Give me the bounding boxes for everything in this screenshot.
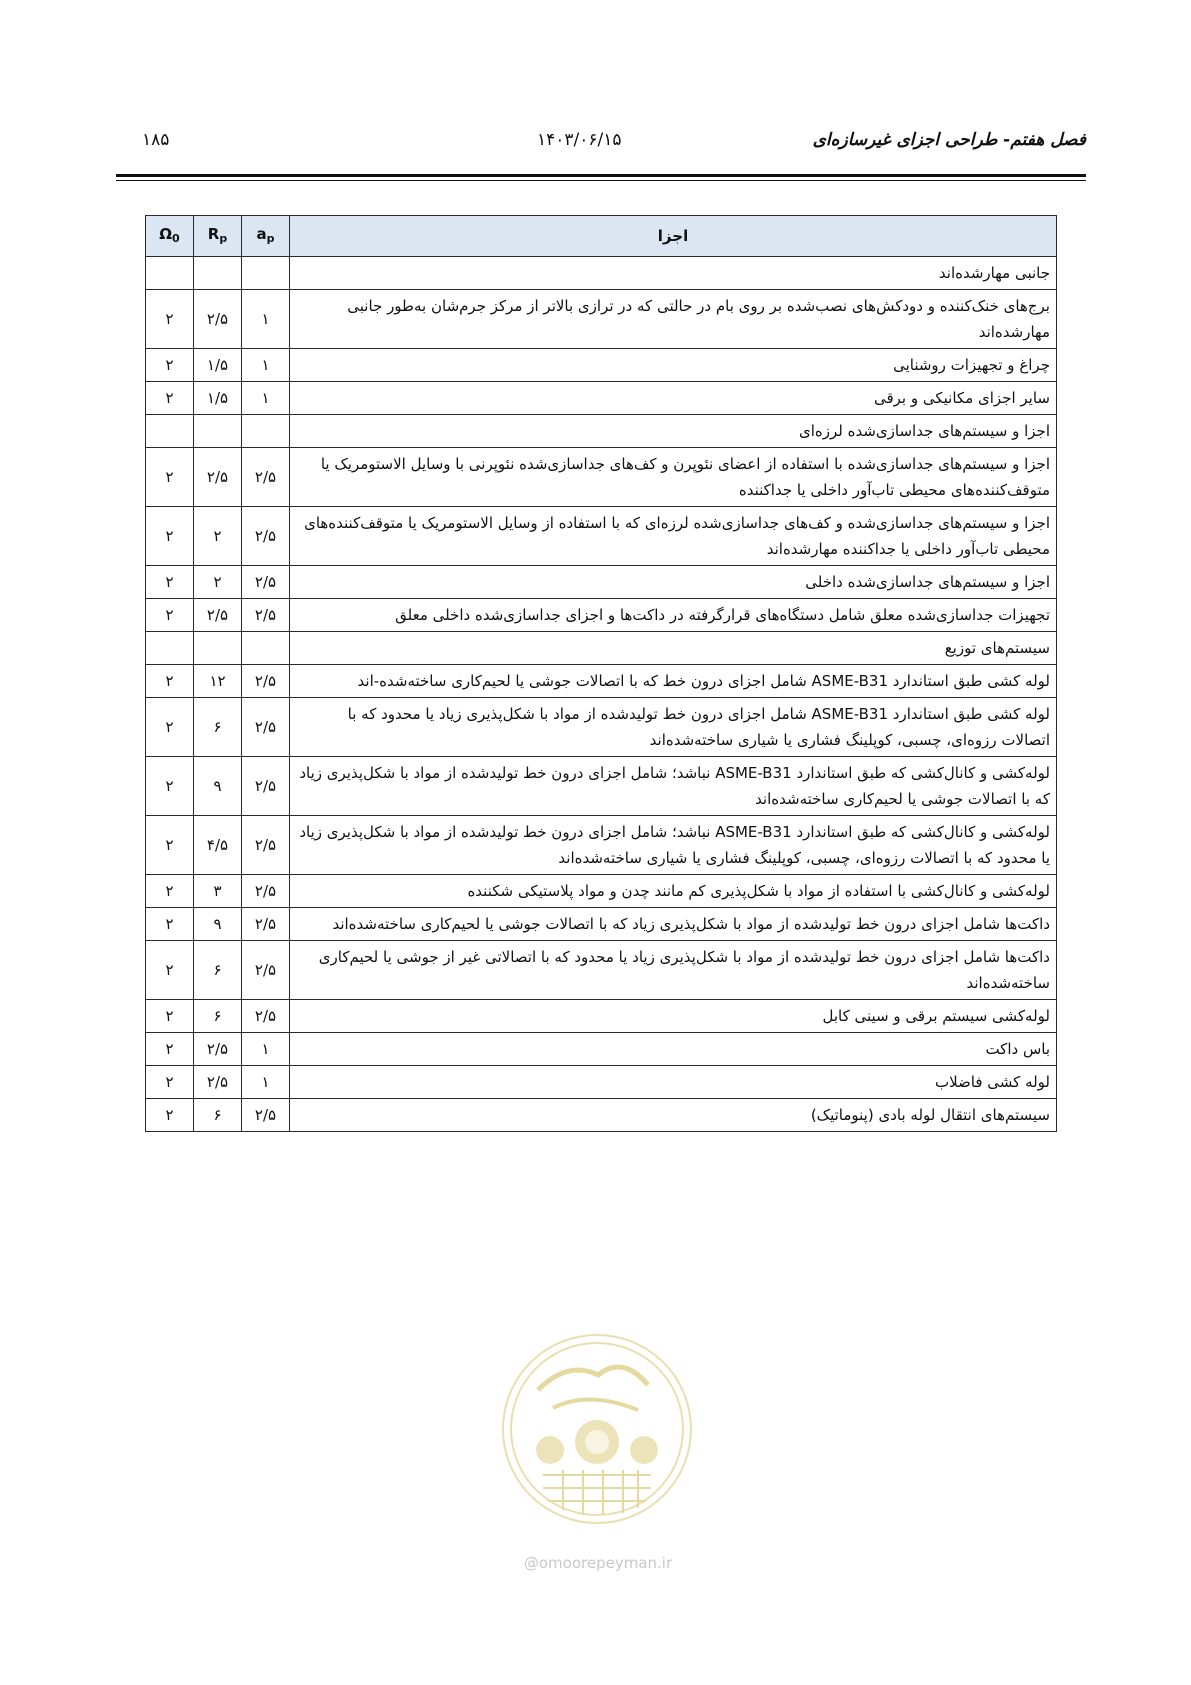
ap-cell: ۲/۵ bbox=[242, 1099, 290, 1132]
ap-cell: ۲/۵ bbox=[242, 448, 290, 507]
column-header-omega bbox=[146, 216, 194, 257]
ap-cell: ۲/۵ bbox=[242, 816, 290, 875]
table-row bbox=[146, 1066, 1057, 1099]
ap-cell: ۲/۵ bbox=[242, 875, 290, 908]
table-row bbox=[146, 290, 1057, 349]
ap-cell: ۱ bbox=[242, 1033, 290, 1066]
component-description: داکت‌ها شامل اجزای درون خط تولیدشده از مواد با شکل‌پذیری زیاد یا محدود که با اتصالاتی غیر از جوشی یا لحیم‌کاری ساخته‌شده‌اند bbox=[290, 941, 1057, 1000]
component-description: لوله‌کشی و کانال‌کشی که طبق استاندارد ASME-B31 نباشد؛ شامل اجزای درون خط تولیدشده از مواد با شکل‌پذیری زیاد که با اتصالات جوشی یا لحیم‌کاری ساخته‌شده‌اند bbox=[290, 757, 1057, 816]
rp-cell: ۶ bbox=[194, 698, 242, 757]
rp-cell: ۲/۵ bbox=[194, 599, 242, 632]
watermark-logo bbox=[498, 1330, 696, 1528]
component-description: لوله کشی فاضلاب bbox=[290, 1066, 1057, 1099]
rp-symbol: R bbox=[207, 224, 220, 243]
document-date: ۱۴۰۳/۰۶/۱۵ bbox=[537, 130, 622, 150]
omega-cell: ۲ bbox=[146, 382, 194, 415]
omega-cell: ۲ bbox=[146, 448, 194, 507]
table-row bbox=[146, 599, 1057, 632]
ap-cell: ۲/۵ bbox=[242, 757, 290, 816]
component-description: سایر اجزای مکانیکی و برقی bbox=[290, 382, 1057, 415]
rp-cell bbox=[194, 257, 242, 290]
table-row bbox=[146, 941, 1057, 1000]
component-description: لوله کشی طبق استاندارد ASME-B31 شامل اجزای درون خط که با اتصالات جوشی یا لحیم‌کاری ساخته‌شده-اند bbox=[290, 665, 1057, 698]
rp-cell: ۱۲ bbox=[194, 665, 242, 698]
rp-cell: ۲ bbox=[194, 566, 242, 599]
rp-cell: ۳ bbox=[194, 875, 242, 908]
header-rule-thin bbox=[116, 180, 1086, 181]
rp-cell bbox=[194, 415, 242, 448]
table-row bbox=[146, 257, 1057, 290]
ap-cell: ۲/۵ bbox=[242, 908, 290, 941]
table-row bbox=[146, 757, 1057, 816]
omega-cell: ۲ bbox=[146, 1033, 194, 1066]
table-row bbox=[146, 875, 1057, 908]
omega-cell: ۲ bbox=[146, 566, 194, 599]
omega-cell: ۲ bbox=[146, 599, 194, 632]
component-description: اجزا و سیستم‌های جداسازی‌شده با استفاده از اعضای نئوپرن و کف‌های جداسازی‌شده نئوپرنی با وسایل الاستومریک یا متوقف‌کننده‌های محیطی تاب‌آور داخلی یا جداکننده bbox=[290, 448, 1057, 507]
header-rule-thick bbox=[116, 174, 1086, 177]
component-description: چراغ و تجهیزات روشنایی bbox=[290, 349, 1057, 382]
component-description: سیستم‌های انتقال لوله بادی (پنوماتیک) bbox=[290, 1099, 1057, 1132]
rp-cell: ۹ bbox=[194, 908, 242, 941]
component-description: اجزا و سیستم‌های جداسازی‌شده لرزه‌ای bbox=[290, 415, 1057, 448]
omega-cell bbox=[146, 257, 194, 290]
ap-symbol: a bbox=[256, 224, 267, 243]
rp-cell: ۲/۵ bbox=[194, 1033, 242, 1066]
ap-cell: ۲/۵ bbox=[242, 665, 290, 698]
omega-symbol: Ω bbox=[159, 224, 173, 243]
table-row bbox=[146, 415, 1057, 448]
omega-cell: ۲ bbox=[146, 757, 194, 816]
component-description: تجهیزات جداسازی‌شده معلق شامل دستگاه‌های قرارگرفته در داکت‌ها و اجزای جداسازی‌شده داخلی معلق bbox=[290, 599, 1057, 632]
ap-cell: ۱ bbox=[242, 349, 290, 382]
omega-cell: ۲ bbox=[146, 875, 194, 908]
rp-cell: ۶ bbox=[194, 1099, 242, 1132]
table-row bbox=[146, 382, 1057, 415]
rp-cell: ۲/۵ bbox=[194, 448, 242, 507]
omega-cell: ۲ bbox=[146, 349, 194, 382]
ap-cell: ۲/۵ bbox=[242, 698, 290, 757]
component-description: باس داکت bbox=[290, 1033, 1057, 1066]
ap-cell: ۲/۵ bbox=[242, 566, 290, 599]
table-row bbox=[146, 908, 1057, 941]
column-header-components: اجزا bbox=[290, 216, 1057, 257]
table-header-row bbox=[146, 216, 1057, 257]
omega-cell: ۲ bbox=[146, 698, 194, 757]
ap-cell: ۱ bbox=[242, 382, 290, 415]
table-row bbox=[146, 566, 1057, 599]
column-header-ap bbox=[242, 216, 290, 257]
ap-cell: ۱ bbox=[242, 1066, 290, 1099]
table-row bbox=[146, 698, 1057, 757]
rp-cell: ۲/۵ bbox=[194, 290, 242, 349]
ap-cell: ۲/۵ bbox=[242, 1000, 290, 1033]
component-description: اجزا و سیستم‌های جداسازی‌شده داخلی bbox=[290, 566, 1057, 599]
rp-cell: ۱/۵ bbox=[194, 382, 242, 415]
omega-subscript: 0 bbox=[172, 231, 180, 245]
table-row bbox=[146, 816, 1057, 875]
page-number: ۱۸۵ bbox=[142, 130, 170, 150]
omega-cell bbox=[146, 415, 194, 448]
chapter-title: فصل هفتم- طراحی اجزای غیرسازه‌ای bbox=[812, 130, 1086, 150]
table-row bbox=[146, 349, 1057, 382]
rp-cell: ۲/۵ bbox=[194, 1066, 242, 1099]
ap-cell: ۲/۵ bbox=[242, 599, 290, 632]
rp-cell: ۶ bbox=[194, 1000, 242, 1033]
table-row bbox=[146, 632, 1057, 665]
omega-cell: ۲ bbox=[146, 507, 194, 566]
omega-cell: ۲ bbox=[146, 816, 194, 875]
ap-cell: ۲/۵ bbox=[242, 507, 290, 566]
ap-cell: ۲/۵ bbox=[242, 941, 290, 1000]
component-description: داکت‌ها شامل اجزای درون خط تولیدشده از مواد با شکل‌پذیری زیاد که با اتصالات جوشی یا لحیم‌کاری ساخته‌شده‌اند bbox=[290, 908, 1057, 941]
omega-cell bbox=[146, 632, 194, 665]
table-row bbox=[146, 1099, 1057, 1132]
component-description: برج‌های خنک‌کننده و دودکش‌های نصب‌شده بر روی بام در حالتی که در ترازی بالاتر از مرکز جرم‌شان به‌طور جانبی مهارشده‌اند bbox=[290, 290, 1057, 349]
rp-cell bbox=[194, 632, 242, 665]
components-table bbox=[145, 215, 1057, 1132]
omega-cell: ۲ bbox=[146, 1066, 194, 1099]
component-description: لوله‌کشی و کانال‌کشی با استفاده از مواد با شکل‌پذیری کم مانند چدن و مواد پلاستیکی شکننده bbox=[290, 875, 1057, 908]
ap-subscript: p bbox=[266, 231, 275, 245]
table-row bbox=[146, 1000, 1057, 1033]
component-description: اجزا و سیستم‌های جداسازی‌شده و کف‌های جداسازی‌شده لرزه‌ای که با استفاده از وسایل الاستومریک یا متوقف‌کننده‌های محیطی تاب‌آور داخلی یا جداکننده مهارشده‌اند bbox=[290, 507, 1057, 566]
table-row bbox=[146, 665, 1057, 698]
component-description: لوله‌کشی و کانال‌کشی که طبق استاندارد ASME-B31 نباشد؛ شامل اجزای درون خط تولیدشده از مواد با شکل‌پذیری زیاد یا محدود که با اتصالات رزوه‌ای، چسبی، کوپلینگ فشاری یا شیاری ساخته‌شده‌اند bbox=[290, 816, 1057, 875]
table-row bbox=[146, 1033, 1057, 1066]
component-description: لوله‌کشی سیستم برقی و سینی کابل bbox=[290, 1000, 1057, 1033]
component-description: لوله کشی طبق استاندارد ASME-B31 شامل اجزای درون خط تولیدشده از مواد با شکل‌پذیری زیاد یا محدود که با اتصالات رزوه‌ای، چسبی، کوپلینگ فشاری یا شیاری ساخته‌شده‌اند bbox=[290, 698, 1057, 757]
rp-cell: ۱/۵ bbox=[194, 349, 242, 382]
rp-cell: ۶ bbox=[194, 941, 242, 1000]
column-header-rp bbox=[194, 216, 242, 257]
rp-cell: ۹ bbox=[194, 757, 242, 816]
omega-cell: ۲ bbox=[146, 941, 194, 1000]
component-description: سیستم‌های توزیع bbox=[290, 632, 1057, 665]
rp-cell: ۲ bbox=[194, 507, 242, 566]
ap-cell bbox=[242, 632, 290, 665]
table-row bbox=[146, 448, 1057, 507]
table-row bbox=[146, 507, 1057, 566]
omega-cell: ۲ bbox=[146, 1099, 194, 1132]
ap-cell: ۱ bbox=[242, 290, 290, 349]
rp-cell: ۴/۵ bbox=[194, 816, 242, 875]
ap-cell bbox=[242, 257, 290, 290]
omega-cell: ۲ bbox=[146, 290, 194, 349]
omega-cell: ۲ bbox=[146, 908, 194, 941]
ap-cell bbox=[242, 415, 290, 448]
omega-cell: ۲ bbox=[146, 665, 194, 698]
omega-cell: ۲ bbox=[146, 1000, 194, 1033]
watermark-url: @omoorepeyman.ir bbox=[523, 1554, 673, 1572]
component-description: جانبی مهارشده‌اند bbox=[290, 257, 1057, 290]
rp-subscript: p bbox=[219, 231, 228, 245]
